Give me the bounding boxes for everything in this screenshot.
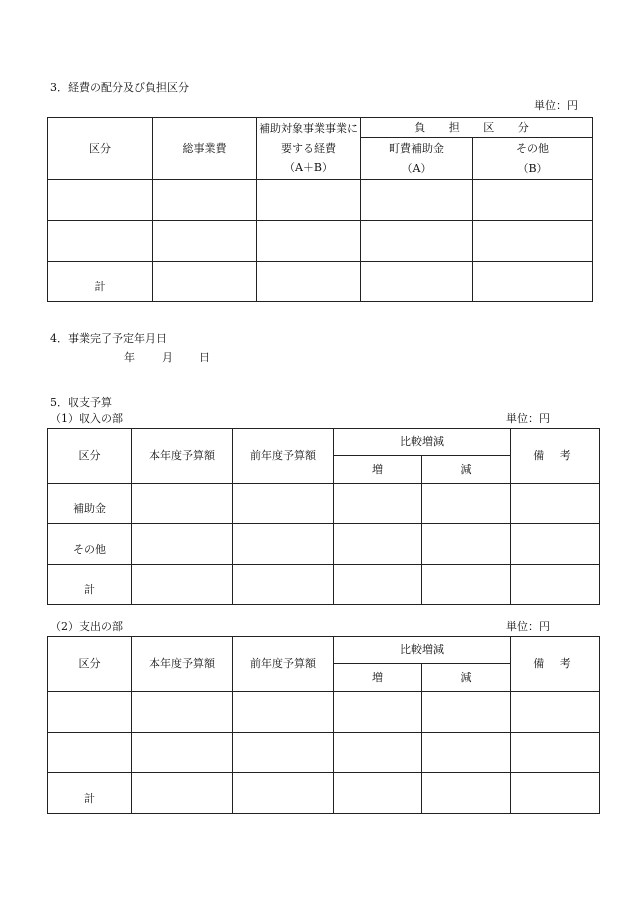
section5-title: 5．収支予算 bbox=[50, 396, 112, 409]
header-other-line2: （B） bbox=[517, 161, 548, 175]
income-budget-table bbox=[47, 428, 600, 605]
table-row bbox=[48, 524, 600, 565]
header-burden-division: 負 担 区 分 bbox=[361, 118, 593, 138]
row-label bbox=[48, 180, 153, 221]
completion-month-label: 月 bbox=[162, 351, 173, 364]
header-kubun: 区分 bbox=[48, 118, 153, 180]
row-label bbox=[48, 221, 153, 262]
table-row bbox=[48, 221, 593, 262]
table-row-total bbox=[48, 262, 593, 302]
income-unit-label: 単位：円 bbox=[506, 412, 550, 425]
section3-title: 3．経費の配分及び負担区分 bbox=[50, 81, 189, 94]
header-eligible-line3: （A＋B） bbox=[283, 161, 334, 175]
header-kubun: 区分 bbox=[48, 429, 132, 484]
section3-unit-label: 単位：円 bbox=[534, 99, 578, 112]
row-label bbox=[48, 692, 132, 733]
table-row-total bbox=[48, 565, 600, 605]
header-comparison: 比較増減 bbox=[334, 429, 511, 456]
row-label bbox=[48, 733, 132, 773]
header-total-cost: 総事業費 bbox=[153, 118, 257, 180]
expense-unit-label: 単位：円 bbox=[506, 620, 550, 633]
header-eligible-line1: 補助対象事業事業に bbox=[259, 122, 358, 135]
completion-day-label: 日 bbox=[199, 351, 210, 364]
row-label-total: 計 bbox=[48, 262, 153, 302]
expense-budget-table bbox=[47, 636, 600, 814]
income-subtitle: （1）収入の部 bbox=[50, 412, 123, 425]
header-eligible-line2: 要する経費 bbox=[281, 142, 336, 156]
header-town-line1: 町費補助金 bbox=[389, 142, 444, 156]
expense-subtitle: （2）支出の部 bbox=[50, 620, 123, 633]
section4-title: 4．事業完了予定年月日 bbox=[50, 332, 167, 345]
header-town-line2: （A） bbox=[401, 161, 432, 175]
header-decrease: 減 bbox=[422, 664, 511, 692]
header-row-1 bbox=[48, 637, 600, 664]
table-row bbox=[48, 733, 600, 773]
row-label-other: その他 bbox=[48, 524, 132, 565]
row-label-total: 計 bbox=[48, 565, 132, 605]
table-row bbox=[48, 484, 600, 524]
table-row bbox=[48, 692, 600, 733]
table-row bbox=[48, 180, 593, 221]
header-increase: 増 bbox=[334, 664, 422, 692]
row-label-subsidy: 補助金 bbox=[48, 484, 132, 524]
header-kubun: 区分 bbox=[48, 637, 132, 692]
header-previous-budget: 前年度予算額 bbox=[233, 429, 334, 484]
header-remarks: 備 考 bbox=[511, 429, 600, 484]
row-label-total: 計 bbox=[48, 773, 132, 814]
header-comparison: 比較増減 bbox=[334, 637, 511, 664]
completion-year-label: 年 bbox=[124, 351, 135, 364]
header-row-1 bbox=[48, 429, 600, 456]
header-previous-budget: 前年度予算額 bbox=[233, 637, 334, 692]
header-remarks: 備 考 bbox=[511, 637, 600, 692]
header-current-budget: 本年度予算額 bbox=[132, 429, 233, 484]
header-row-1 bbox=[48, 118, 593, 138]
header-other-line1: その他 bbox=[516, 142, 549, 156]
header-increase: 増 bbox=[334, 456, 422, 484]
expense-allocation-table bbox=[47, 117, 593, 302]
header-current-budget: 本年度予算額 bbox=[132, 637, 233, 692]
header-other bbox=[473, 138, 593, 180]
header-decrease: 減 bbox=[422, 456, 511, 484]
table-row-total bbox=[48, 773, 600, 814]
header-town-subsidy bbox=[361, 138, 473, 180]
header-eligible-cost bbox=[257, 118, 361, 180]
